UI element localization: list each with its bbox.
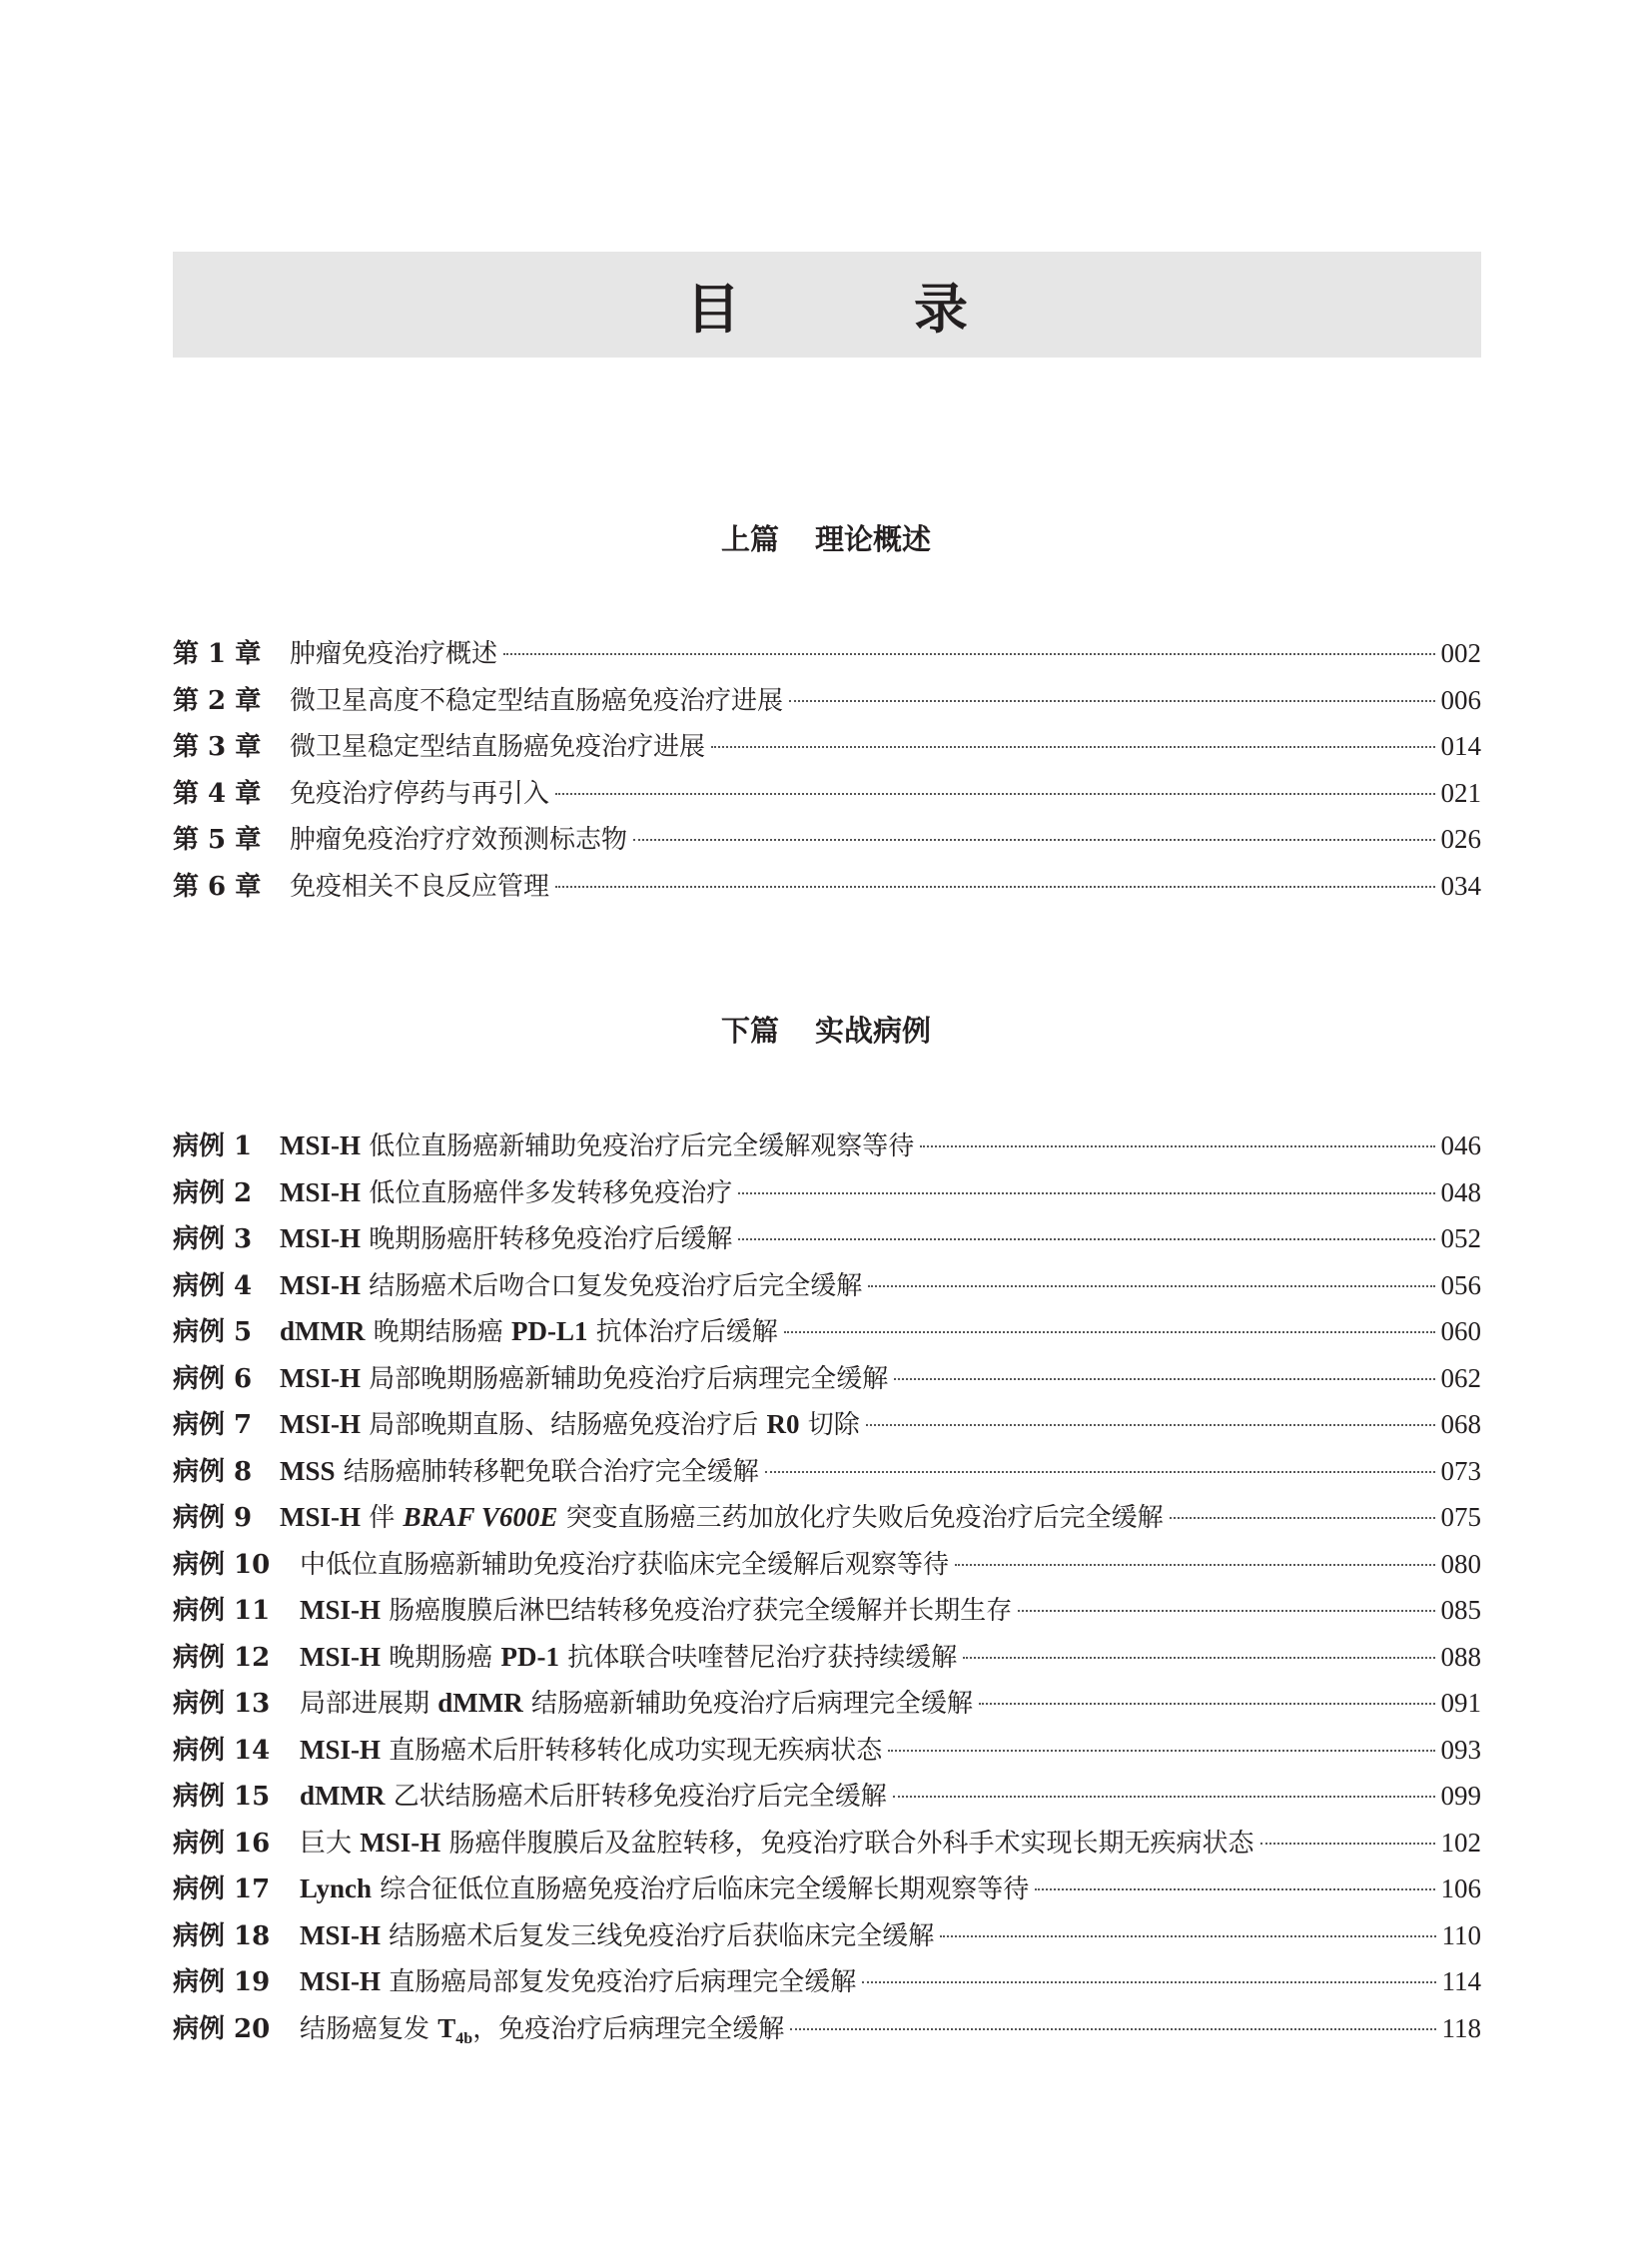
toc-entry-title: MSI-H 低位直肠癌新辅助免疫治疗后完全缓解观察等待 (280, 1130, 915, 1161)
dot-leader (866, 1424, 1435, 1426)
toc-entry-title: MSS 结肠癌肺转移靶免联合治疗完全缓解 (280, 1455, 759, 1487)
dot-leader (633, 839, 1434, 841)
dot-leader (893, 1796, 1435, 1798)
toc-entry-number: 病例 5 (173, 1317, 253, 1347)
toc-entry-title: MSI-H 结肠癌术后吻合口复发免疫治疗后完全缓解 (280, 1269, 863, 1301)
dot-leader (765, 1471, 1435, 1473)
toc-entry-title: MSI-H 伴 BRAF V600E 突变直肠癌三药加放化疗失败后免疫治疗后完全缓解 (280, 1502, 1164, 1533)
dot-leader (894, 1378, 1434, 1380)
toc-entry-page: 002 (1440, 638, 1481, 668)
toc-entry-page: 052 (1440, 1223, 1481, 1253)
toc-entry-number: 病例 4 (173, 1270, 253, 1301)
toc-entry[interactable] (173, 2008, 1481, 2055)
dot-leader (738, 1238, 1434, 1240)
toc-entry[interactable] (173, 1730, 1481, 1777)
toc-entry-number: 病例 19 (173, 1967, 271, 1997)
toc-entry[interactable] (173, 1125, 1481, 1172)
dot-leader (555, 793, 1434, 795)
toc-entry-title: MSI-H 晚期肠癌肝转移免疫治疗后缓解 (280, 1223, 733, 1254)
toc-entry-number: 第 2 章 (173, 685, 262, 716)
toc-entry-page: 114 (1441, 1966, 1481, 1996)
part-name: 实战病例 (815, 1014, 932, 1048)
toc-entry-number: 第 6 章 (173, 871, 262, 902)
toc-entry-page: 091 (1440, 1688, 1481, 1718)
toc-entry[interactable] (173, 1823, 1481, 1869)
dot-leader (738, 1192, 1434, 1194)
toc-entry[interactable] (173, 1311, 1481, 1358)
dot-leader (963, 1657, 1434, 1659)
toc-entry-number: 病例 8 (173, 1456, 253, 1487)
dot-leader (979, 1703, 1434, 1705)
toc-entry-title: 巨大 MSI-H 肠癌伴腹膜后及盆腔转移，免疫治疗联合外科手术实现长期无疾病状态 (300, 1827, 1254, 1859)
toc-entry-title: 微卫星稳定型结直肠癌免疫治疗进展 (290, 732, 706, 762)
toc-entry-number: 病例 17 (173, 1874, 271, 1904)
toc-entry-title: 免疫相关不良反应管理 (290, 871, 550, 902)
toc-entry-title: 局部进展期 dMMR 结肠癌新辅助免疫治疗后病理完全缓解 (300, 1688, 974, 1719)
dot-leader (1260, 1843, 1435, 1845)
toc-entry-page: 068 (1440, 1409, 1481, 1439)
toc-entry-page: 006 (1440, 684, 1481, 715)
dot-leader (503, 653, 1434, 655)
dot-leader (888, 1750, 1434, 1752)
toc-title-banner (173, 252, 1481, 358)
toc-entry[interactable] (173, 1358, 1481, 1405)
toc-entry-number: 病例 9 (173, 1503, 253, 1533)
toc-entry-number: 病例 7 (173, 1410, 253, 1440)
toc-entry-page: 118 (1441, 2012, 1481, 2043)
toc-entry[interactable] (173, 633, 1481, 680)
dot-leader (1018, 1610, 1434, 1612)
dot-leader (920, 1145, 1434, 1147)
toc-entry-title: MSI-H 晚期肠癌 PD-1 抗体联合呋喹替尼治疗获持续缓解 (300, 1641, 958, 1673)
toc-entry-page: 014 (1440, 731, 1481, 761)
dot-leader (1035, 1888, 1434, 1890)
toc-entry-title: 结肠癌复发 $T_{4b}$，免疫治疗后病理完全缓解 (300, 2012, 785, 2047)
toc-entry-title: MSI-H 直肠癌术后肝转移转化成功实现无疾病状态 (300, 1734, 883, 1766)
toc-entry-title: dMMR 晚期结肠癌 PD-L1 抗体治疗后缓解 (280, 1316, 778, 1347)
dot-leader (555, 886, 1434, 888)
toc-entry[interactable] (173, 1915, 1481, 1962)
toc-entry-page: 075 (1440, 1502, 1481, 1532)
dot-leader (955, 1564, 1434, 1566)
toc-entry-page: 046 (1440, 1130, 1481, 1160)
toc-entry-page: 093 (1440, 1734, 1481, 1765)
toc-entry-title: 中低位直肠癌新辅助免疫治疗获临床完全缓解后观察等待 (300, 1549, 950, 1580)
toc-list-lower (173, 1125, 1481, 2054)
toc-entry[interactable] (173, 866, 1481, 913)
dot-leader (784, 1331, 1435, 1333)
toc-entry-page: 034 (1440, 870, 1481, 901)
toc-entry-number: 病例 14 (173, 1735, 271, 1766)
toc-entry[interactable] (173, 1218, 1481, 1265)
toc-entry-number: 病例 6 (173, 1363, 253, 1394)
dot-leader (868, 1285, 1434, 1287)
toc-entry-title: dMMR 乙状结肠癌术后肝转移免疫治疗后完全缓解 (300, 1781, 887, 1812)
toc-entry-page: 060 (1440, 1316, 1481, 1346)
toc-entry[interactable] (173, 726, 1481, 773)
toc-entry[interactable] (173, 1172, 1481, 1219)
toc-entry-number: 病例 20 (173, 2013, 271, 2044)
toc-entry-page: 102 (1440, 1827, 1481, 1858)
toc-entry[interactable] (173, 1451, 1481, 1498)
toc-entry-number: 病例 12 (173, 1642, 271, 1673)
toc-entry-number: 病例 15 (173, 1782, 271, 1812)
toc-entry-title: MSI-H 结肠癌术后复发三线免疫治疗后获临床完全缓解 (300, 1919, 935, 1951)
part-label: 上篇 (720, 522, 779, 556)
toc-entry[interactable] (173, 1404, 1481, 1451)
toc-entry-number: 病例 16 (173, 1828, 271, 1859)
toc-entry-title: MSI-H 肠癌腹膜后淋巴结转移免疫治疗获完全缓解并长期生存 (300, 1595, 1013, 1626)
toc-entry-page: 085 (1440, 1595, 1481, 1625)
toc-entry[interactable] (173, 1497, 1481, 1544)
toc-entry-title: MSI-H 低位直肠癌伴多发转移免疫治疗 (280, 1176, 733, 1208)
toc-entry-title: 肿瘤免疫治疗疗效预测标志物 (290, 825, 628, 855)
part-label: 下篇 (720, 1014, 779, 1048)
toc-entry-number: 病例 13 (173, 1689, 271, 1719)
toc-entry-page: 056 (1440, 1269, 1481, 1300)
toc-entry[interactable] (173, 1544, 1481, 1591)
toc-entry[interactable] (173, 819, 1481, 866)
toc-entry-page: 106 (1440, 1873, 1481, 1903)
toc-entry-number: 第 1 章 (173, 639, 262, 669)
part-heading-lower (0, 1009, 1652, 1050)
toc-entry-page: 088 (1440, 1641, 1481, 1672)
toc-entry-title: MSI-H 局部晚期直肠、结肠癌免疫治疗后 R0 切除 (280, 1409, 860, 1440)
toc-entry-title: MSI-H 局部晚期肠癌新辅助免疫治疗后病理完全缓解 (280, 1362, 889, 1394)
part-name: 理论概述 (815, 522, 932, 556)
toc-entry-title: 免疫治疗停药与再引入 (290, 778, 550, 809)
toc-entry-number: 第 3 章 (173, 732, 262, 762)
dot-leader (790, 2028, 1435, 2030)
page-title: 目 录 (686, 276, 1028, 341)
toc-entry-number: 病例 2 (173, 1177, 253, 1208)
toc-entry-page: 099 (1440, 1781, 1481, 1811)
toc-entry[interactable] (173, 1961, 1481, 2008)
toc-entry-page: 062 (1440, 1362, 1481, 1393)
toc-entry-number: 病例 3 (173, 1224, 253, 1254)
toc-entry[interactable] (173, 1683, 1481, 1730)
toc-entry-page: 048 (1440, 1176, 1481, 1207)
dot-leader (862, 1981, 1435, 1983)
toc-entry-title: 微卫星高度不稳定型结直肠癌免疫治疗进展 (290, 685, 784, 716)
dot-leader (1170, 1517, 1435, 1519)
toc-entry-number: 病例 1 (173, 1131, 253, 1161)
toc-entry-number: 病例 11 (173, 1596, 271, 1626)
toc-entry[interactable] (173, 773, 1481, 820)
toc-entry-number: 第 4 章 (173, 778, 262, 809)
dot-leader (789, 700, 1434, 702)
toc-entry[interactable] (173, 1776, 1481, 1823)
toc-entry-page: 021 (1440, 777, 1481, 808)
toc-entry[interactable] (173, 680, 1481, 727)
toc-entry-page: 110 (1441, 1919, 1481, 1950)
toc-entry-number: 病例 10 (173, 1549, 271, 1580)
part-heading-upper (0, 517, 1652, 558)
toc-entry-title: MSI-H 直肠癌局部复发免疫治疗后病理完全缓解 (300, 1966, 857, 1997)
dot-leader (711, 746, 1434, 748)
dot-leader (940, 1935, 1435, 1937)
toc-entry[interactable] (173, 1637, 1481, 1684)
toc-entry-number: 病例 18 (173, 1920, 271, 1951)
toc-entry-page: 026 (1440, 824, 1481, 854)
toc-entry-page: 080 (1440, 1548, 1481, 1579)
toc-entry-page: 073 (1440, 1455, 1481, 1486)
toc-entry[interactable] (173, 1590, 1481, 1637)
toc-entry[interactable] (173, 1265, 1481, 1312)
toc-entry-title: Lynch 综合征低位直肠癌免疫治疗后临床完全缓解长期观察等待 (300, 1873, 1030, 1904)
toc-entry-number: 第 5 章 (173, 825, 262, 855)
toc-entry[interactable] (173, 1868, 1481, 1915)
toc-list-upper (173, 633, 1481, 912)
toc-entry-title: 肿瘤免疫治疗概述 (290, 639, 498, 669)
